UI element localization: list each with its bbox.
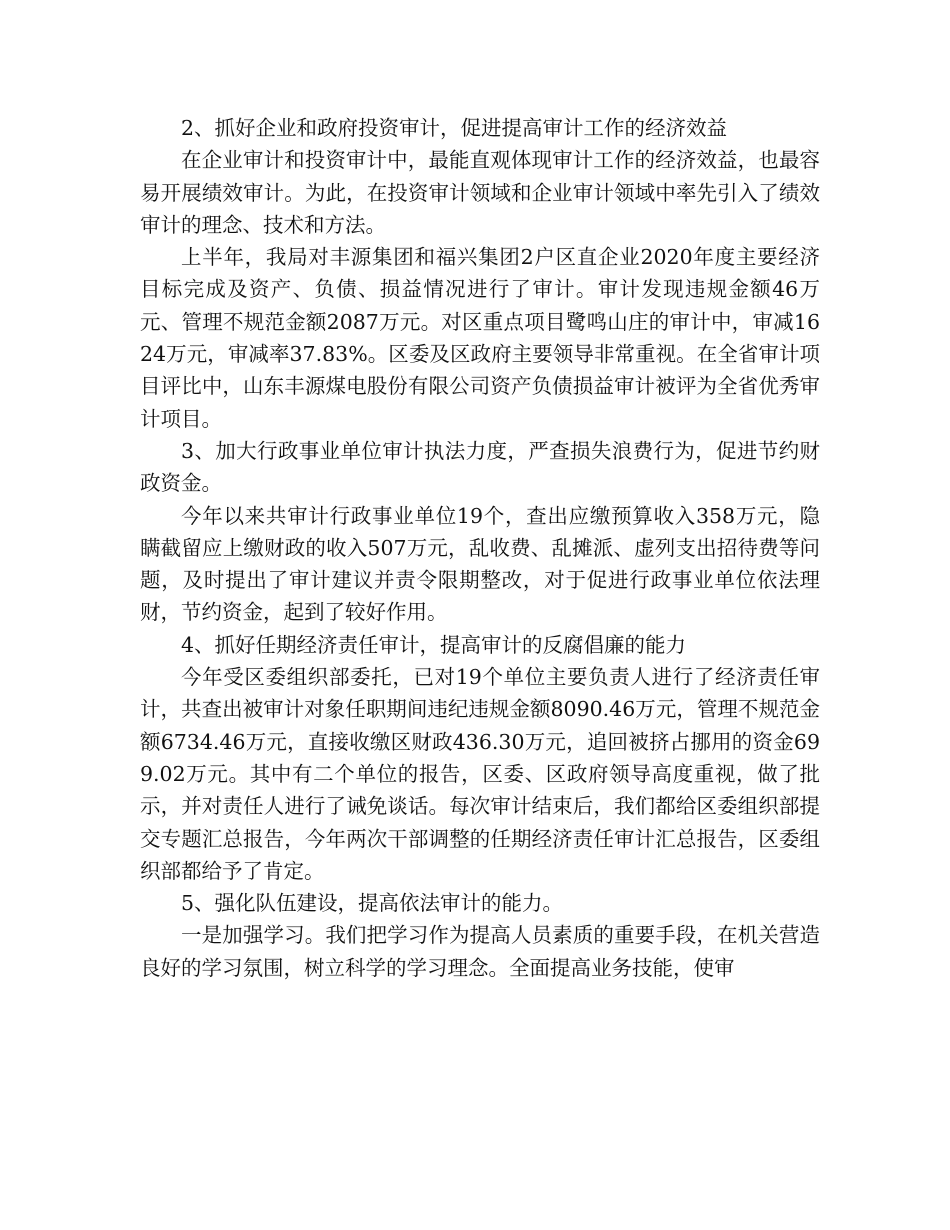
body-paragraph: 在企业审计和投资审计中，最能直观体现审计工作的经济效益，也最容易开展绩效审计。为此，在投资审计领域和企业审计领域中率先引入了绩效审计的理念、技术和方法。 [140, 148, 820, 237]
section-heading-5: 5、强化队伍建设，提高依法审计的能力。 [181, 891, 564, 916]
body-paragraph: 今年以来共审计行政事业单位19个，查出应缴预算收入358万元，隐瞒截留应上缴财政的收入507万元，乱收费、乱摊派、虚列支出招待费等问题，及时提出了审计建议并责令限期整改，对于促进行政事业单位依法理财，节约资金，起到了较好作用。 [140, 503, 820, 625]
document-body [140, 112, 820, 984]
body-paragraph: 上半年，我局对丰源集团和福兴集团2户区直企业2020年度主要经济目标完成及资产、负债、损益情况进行了审计。审计发现违规金额46万元、管理不规范金额2087万元。对区重点项目鹭鸣山庄的审计中，审减1624万元，审减率37.83%。区委及区政府主要领导非常重视。在全省审计项目评比中，山东丰源煤电股份有限公司资产负债损益审计被评为全省优秀审计项目。 [140, 245, 820, 431]
section-heading-4: 4、抓好任期经济责任审计，提高审计的反腐倡廉的能力 [181, 632, 687, 657]
section-heading-2: 2、抓好企业和政府投资审计，促进提高审计工作的经济效益 [181, 116, 728, 140]
body-paragraph: 一是加强学习。我们把学习作为提高人员素质的重要手段，在机关营造良好的学习氛围，树立科学的学习理念。全面提高业务技能，使审 [140, 923, 820, 980]
section-heading-3: 3、加大行政事业单位审计执法力度，严查损失浪费行为，促进节约财政资金。 [140, 438, 820, 496]
body-paragraph: 今年受区委组织部委托，已对19个单位主要负责人进行了经济责任审计，共查出被审计对象任职期间违纪违规金额8090.46万元，管理不规范金额6734.46万元，直接收缴区财政436.30万元，追回被挤占挪用的资金699.02万元。其中有二个单位的报告，区委、区政府领导高度重视，做了批示，并对责任人进行了诫免谈话。每次审计结束后，我们都给区委组织部提交专题汇总报告，今年两次干部调整的任期经济责任审计汇总报告，区委组织部都给予了肯定。 [140, 665, 820, 883]
